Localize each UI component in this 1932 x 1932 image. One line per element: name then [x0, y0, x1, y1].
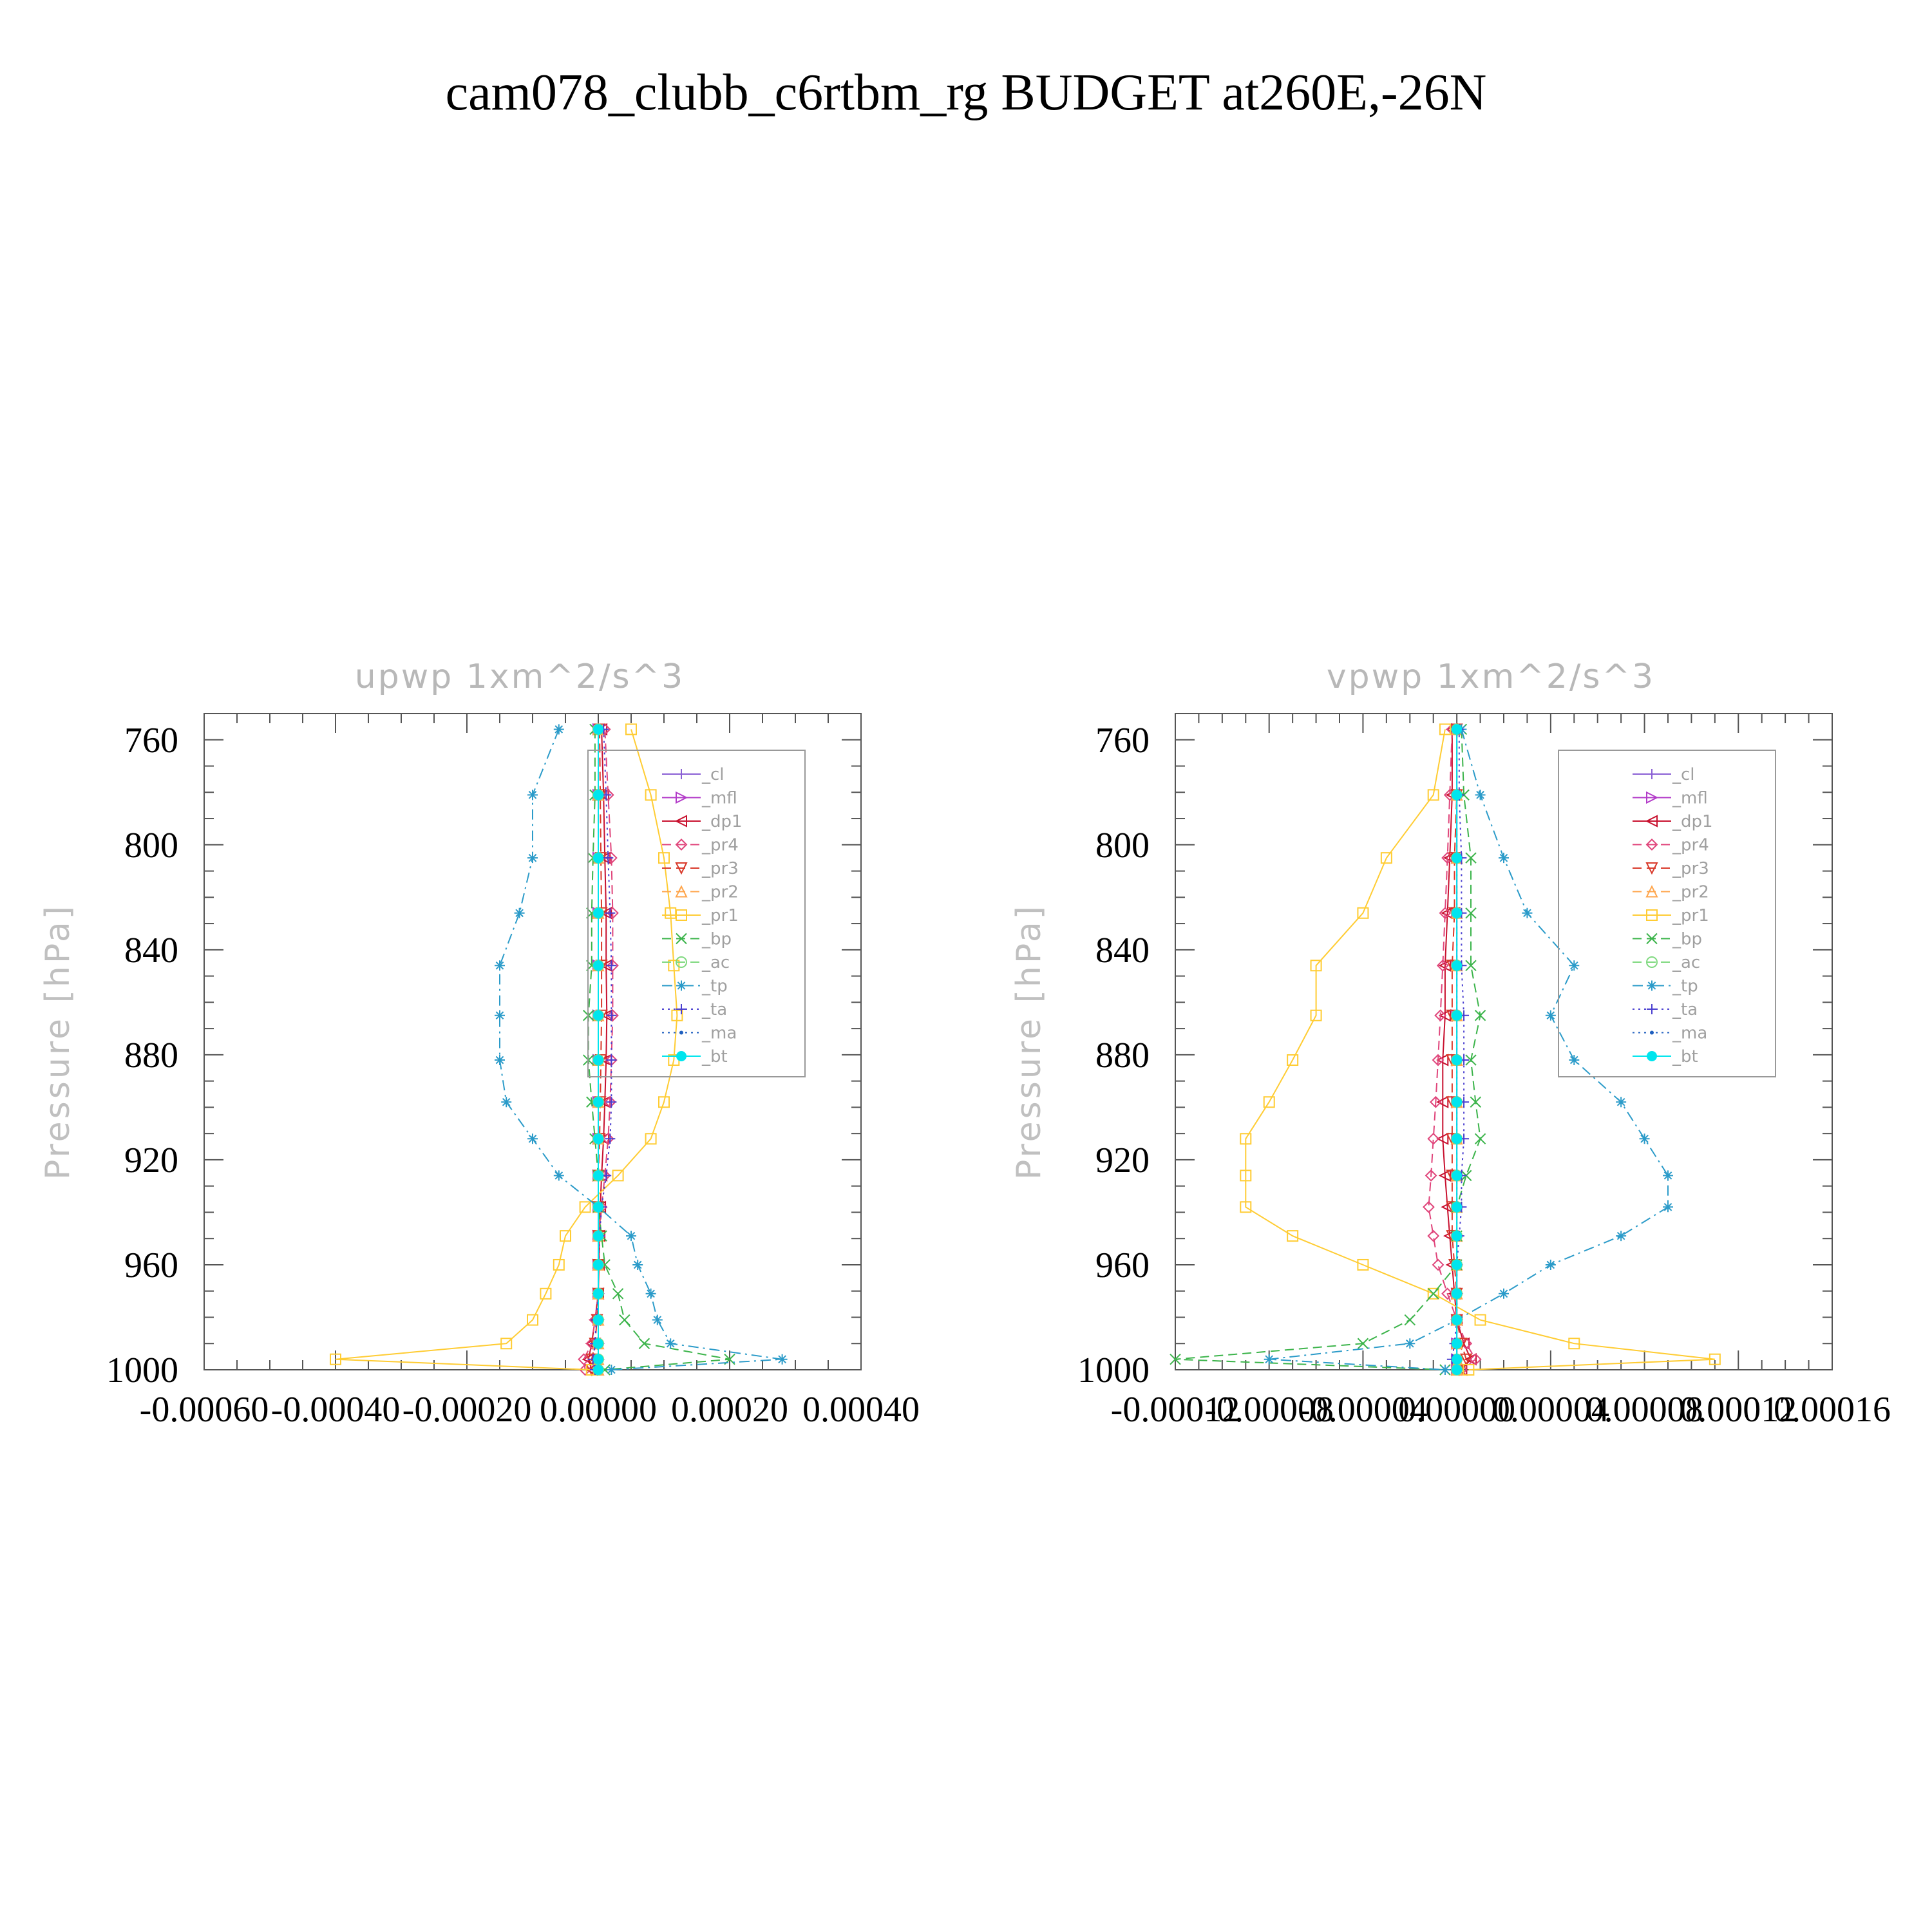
data-point: [593, 724, 603, 734]
data-point: [1452, 1231, 1462, 1241]
legend-label: _dp1: [1672, 812, 1713, 831]
data-point: [1499, 853, 1509, 863]
legend-label: _mfl: [702, 788, 737, 808]
data-point: [554, 1170, 564, 1180]
data-point: [527, 1133, 538, 1144]
data-point: [593, 1055, 603, 1065]
data-point: [1452, 1010, 1462, 1021]
legend-marker: [1647, 1051, 1657, 1061]
data-point: [1452, 1170, 1462, 1180]
legend-label: _cl: [702, 765, 724, 784]
data-point: [593, 1354, 603, 1365]
data-point: [593, 1097, 603, 1107]
legend-label: _pr1: [1672, 906, 1709, 925]
legend-label: _pr4: [1672, 835, 1709, 855]
legend-label: _pr4: [702, 835, 739, 855]
x-tick-label: 0.00004: [1492, 1390, 1609, 1430]
data-point: [593, 1202, 603, 1212]
legend-label: _mfl: [1672, 788, 1708, 808]
data-point: [593, 790, 603, 800]
panel-title: upwp 1xm^2/s^3: [354, 658, 685, 696]
data-point: [1452, 1202, 1462, 1212]
x-tick-label: 0.00008: [1586, 1390, 1703, 1430]
legend-label: _dp1: [702, 812, 743, 831]
y-tick-label: 880: [124, 1035, 178, 1075]
legend-label: _pr1: [702, 906, 739, 925]
y-axis-label: Pressure [hPa]: [1010, 904, 1048, 1180]
data-point: [593, 853, 603, 863]
y-tick-label: 960: [1095, 1245, 1150, 1285]
data-point: [1452, 1097, 1462, 1107]
data-point: [495, 1055, 505, 1065]
data-point: [593, 1133, 603, 1144]
legend-label: _ac: [1672, 953, 1701, 972]
data-point: [1452, 1354, 1462, 1365]
legend-label: _tp: [1672, 976, 1698, 996]
panel-title: vpwp 1xm^2/s^3: [1326, 658, 1656, 696]
data-point: [1452, 1260, 1462, 1270]
legend-label: _pr3: [1672, 859, 1709, 878]
y-tick-label: 800: [124, 825, 178, 866]
legend-label: _tp: [702, 976, 728, 996]
data-point: [593, 1315, 603, 1325]
data-point: [593, 1365, 603, 1375]
data-point: [632, 1260, 643, 1270]
y-axis-label: Pressure [hPa]: [39, 904, 77, 1180]
data-point: [1452, 790, 1462, 800]
data-point: [593, 960, 603, 971]
x-tick-label: -0.00008: [1204, 1390, 1334, 1430]
y-tick-label: 840: [1095, 930, 1150, 971]
legend-label: _bt: [1672, 1047, 1698, 1066]
x-tick-label: 0.00020: [671, 1390, 788, 1430]
legend-marker: [679, 1031, 683, 1035]
x-tick-label: 0.00012: [1680, 1390, 1797, 1430]
data-point: [1452, 1133, 1462, 1144]
x-tick-label: 0.00040: [802, 1390, 920, 1430]
legend-marker: [676, 981, 687, 991]
legend-label: _ta: [1672, 1000, 1698, 1019]
data-point: [1663, 1170, 1673, 1180]
x-tick-label: 0.00000: [1398, 1390, 1516, 1430]
y-tick-label: 760: [124, 720, 178, 761]
legend-label: _pr3: [702, 859, 739, 878]
x-tick-label: -0.00012: [1110, 1390, 1240, 1430]
data-point: [1452, 1289, 1462, 1299]
data-point: [593, 1338, 603, 1349]
legend-marker: [1650, 1031, 1654, 1035]
data-point: [527, 790, 538, 800]
y-tick-label: 920: [1095, 1140, 1150, 1180]
data-point: [1452, 853, 1462, 863]
y-tick-label: 760: [1095, 720, 1150, 761]
data-point: [593, 1231, 603, 1241]
data-point: [626, 1231, 636, 1241]
data-point: [1452, 1315, 1462, 1325]
data-point: [495, 1010, 505, 1021]
x-tick-label: 0.00000: [540, 1390, 657, 1430]
data-point: [646, 1289, 656, 1299]
data-point: [593, 1260, 603, 1270]
legend-marker: [1647, 981, 1657, 991]
data-point: [1452, 1365, 1462, 1375]
legend-label: _ma: [702, 1023, 737, 1043]
x-tick-label: -0.00040: [270, 1390, 401, 1430]
legend-label: _pr2: [1672, 882, 1709, 902]
legend-label: _cl: [1672, 765, 1695, 784]
y-tick-label: 880: [1095, 1035, 1150, 1075]
data-point: [1452, 1338, 1462, 1349]
legend-label: _bp: [702, 929, 732, 949]
y-tick-label: 920: [124, 1140, 178, 1180]
data-point: [665, 1338, 676, 1349]
data-point: [593, 908, 603, 918]
figure-title: cam078_clubb_c6rtbm_rg BUDGET at260E,-26N: [445, 64, 1487, 121]
y-tick-label: 800: [1095, 825, 1150, 866]
data-point: [1499, 1289, 1509, 1299]
data-point: [1452, 1055, 1462, 1065]
y-tick-label: 840: [124, 930, 178, 971]
data-point: [515, 908, 525, 918]
x-tick-label: 0.00016: [1774, 1390, 1891, 1430]
data-point: [501, 1097, 511, 1107]
data-point: [1663, 1202, 1673, 1212]
y-tick-label: 1000: [1077, 1350, 1150, 1390]
data-point: [652, 1315, 663, 1325]
legend-label: _pr2: [702, 882, 739, 902]
data-point: [606, 1365, 616, 1375]
legend-marker: [676, 1051, 687, 1061]
legend-label: _ac: [702, 953, 730, 972]
y-tick-label: 1000: [106, 1350, 178, 1390]
data-point: [527, 853, 538, 863]
data-point: [495, 960, 505, 971]
x-tick-label: -0.00060: [139, 1390, 269, 1430]
data-point: [593, 1289, 603, 1299]
x-tick-label: -0.00004: [1298, 1390, 1428, 1430]
data-point: [1452, 724, 1462, 734]
data-point: [554, 724, 564, 734]
legend-label: _bp: [1672, 929, 1703, 949]
x-tick-label: -0.00020: [402, 1390, 532, 1430]
legend-label: _bt: [702, 1047, 728, 1066]
data-point: [593, 1170, 603, 1180]
data-point: [1452, 960, 1462, 971]
legend-label: _ta: [702, 1000, 728, 1019]
data-point: [1452, 908, 1462, 918]
data-point: [593, 1010, 603, 1021]
legend-label: _ma: [1672, 1023, 1708, 1043]
y-tick-label: 960: [124, 1245, 178, 1285]
